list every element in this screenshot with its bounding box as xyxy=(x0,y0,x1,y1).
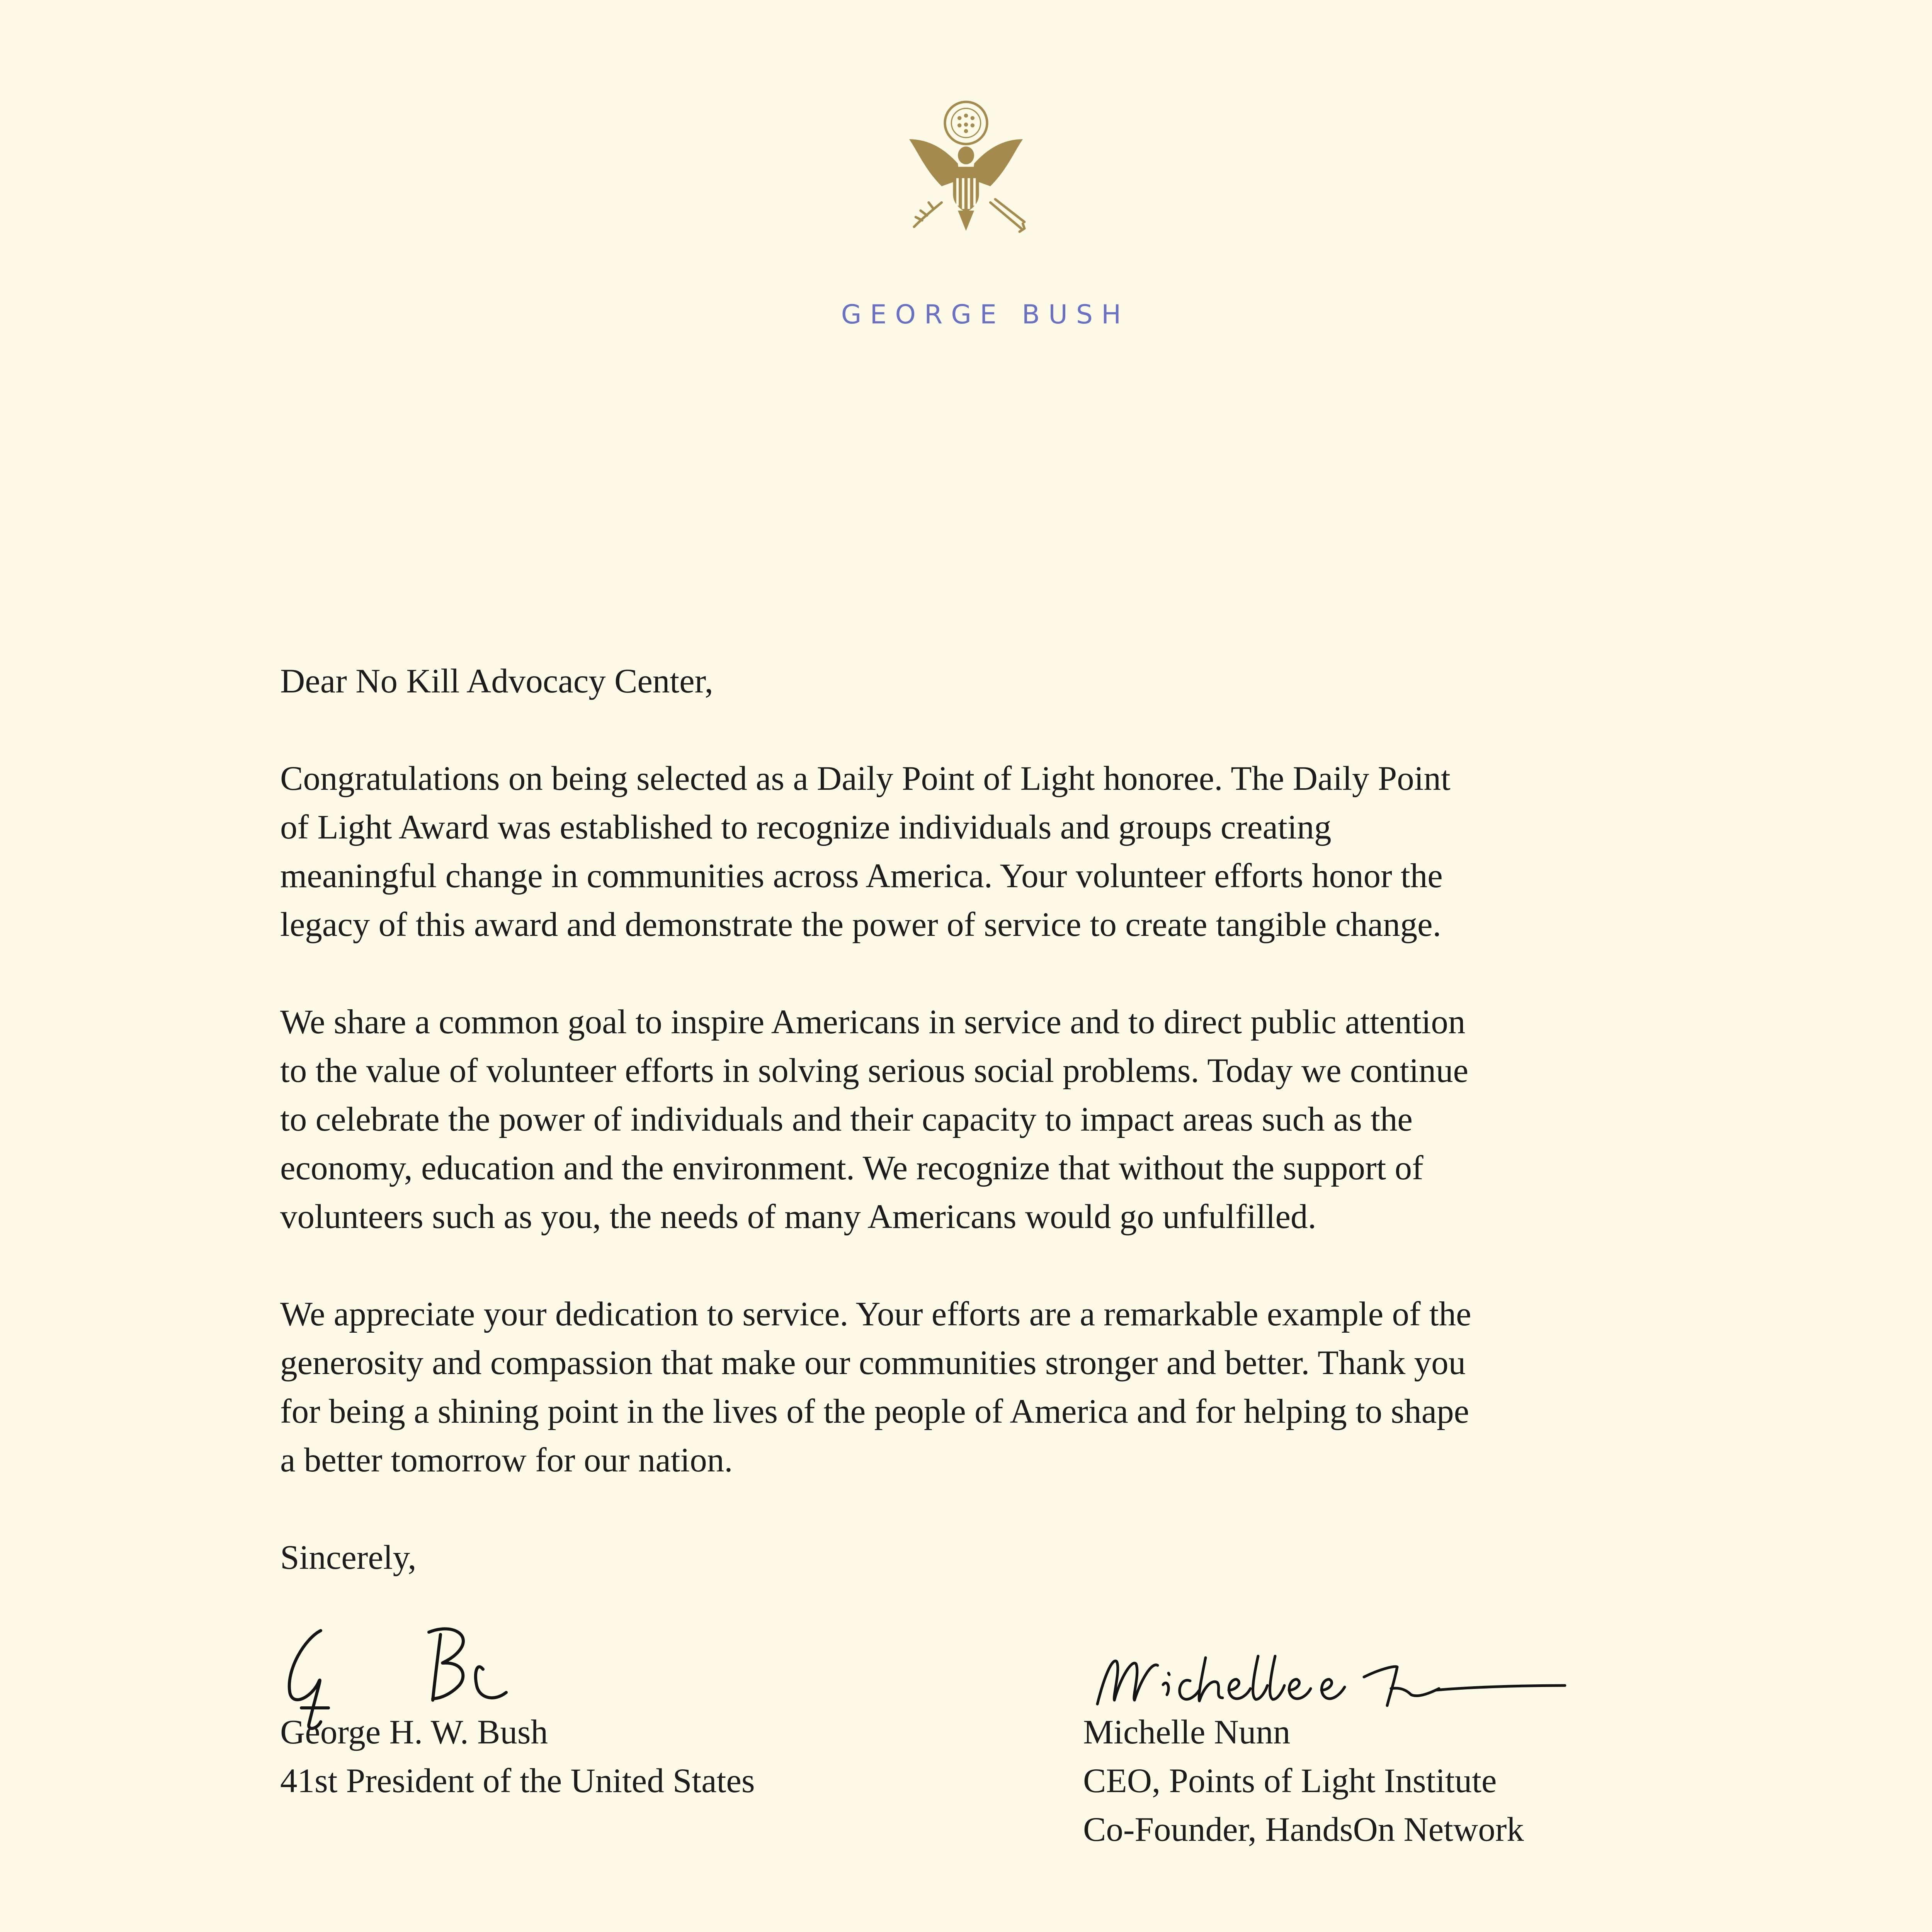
signatory-name: George H. W. Bush xyxy=(280,1713,548,1751)
paragraph-line: for being a shining point in the lives of the people of America and for helping to shape xyxy=(280,1393,1469,1430)
paragraph-line: Congratulations on being selected as a Daily Point of Light honoree. The Daily Point xyxy=(280,760,1451,798)
paragraph-congratulations xyxy=(280,754,1679,949)
salutation: Dear No Kill Advocacy Center, xyxy=(280,662,713,700)
paragraph-line: to celebrate the power of individuals and their capacity to impact areas such as the xyxy=(280,1100,1413,1138)
signatory-title: 41st President of the United States xyxy=(280,1762,755,1800)
closing: Sincerely, xyxy=(280,1539,417,1577)
paragraph-line: meaningful change in communities across America. Your volunteer efforts honor the xyxy=(280,857,1443,895)
paragraph-line: economy, education and the environment. We recognize that without the support of xyxy=(280,1149,1423,1187)
signatory-name: Michelle Nunn xyxy=(1083,1713,1291,1751)
paragraph-line: We appreciate your dedication to service. Your efforts are a remarkable example of the xyxy=(280,1295,1471,1333)
signature-block-nunn xyxy=(1083,1708,1524,1854)
paragraph-line: a better tomorrow for our nation. xyxy=(280,1441,733,1479)
paragraph-line: We share a common goal to inspire Americans in service and to direct public attention xyxy=(280,1003,1466,1041)
signatory-title: CEO, Points of Light Institute xyxy=(1083,1762,1497,1800)
paragraph-line: generosity and compassion that make our communities stronger and better. Thank you xyxy=(280,1344,1466,1382)
signature-block-bush xyxy=(280,1708,755,1805)
letterhead-name: GEORGE BUSH xyxy=(841,299,1130,330)
signatory-title: Co-Founder, HandsOn Network xyxy=(1083,1811,1524,1849)
paragraph-line: to the value of volunteer efforts in solving serious social problems. Today we continue xyxy=(280,1052,1469,1090)
paragraph-common-goal xyxy=(280,998,1679,1241)
paragraph-line: volunteers such as you, the needs of many Americans would go unfulfilled. xyxy=(280,1198,1316,1236)
paragraph-line: of Light Award was established to recognize individuals and groups creating xyxy=(280,808,1332,846)
paragraph-appreciation xyxy=(280,1290,1679,1485)
letter-body xyxy=(280,657,1679,1582)
presidential-seal-icon xyxy=(885,89,1047,251)
paragraph-line: legacy of this award and demonstrate the power of service to create tangible change. xyxy=(280,906,1441,944)
